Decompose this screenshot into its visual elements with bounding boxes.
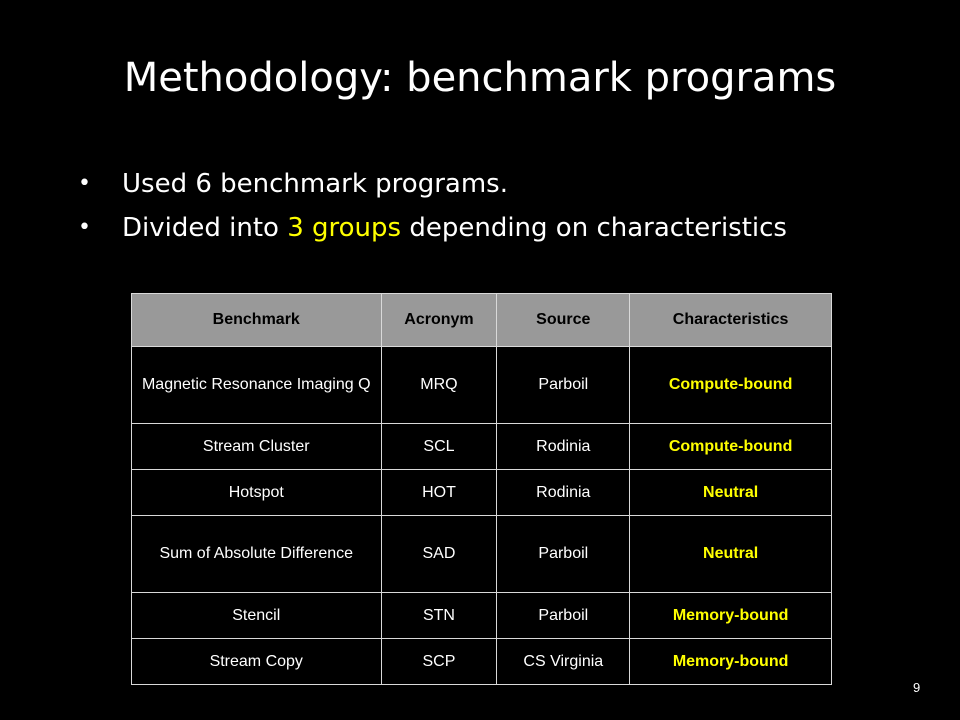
cell-acronym: SAD bbox=[381, 516, 497, 593]
cell-acronym: STN bbox=[381, 593, 497, 639]
benchmark-table bbox=[131, 293, 832, 685]
bullet-dot: • bbox=[78, 171, 91, 196]
cell-characteristics: Memory-bound bbox=[630, 593, 832, 639]
cell-source: Rodinia bbox=[497, 424, 630, 470]
bullet-text-pre: Divided into bbox=[122, 213, 288, 243]
cell-source: Rodinia bbox=[497, 470, 630, 516]
cell-benchmark: Stream Copy bbox=[132, 639, 382, 685]
cell-characteristics: Compute-bound bbox=[630, 424, 832, 470]
header-benchmark: Benchmark bbox=[132, 294, 382, 347]
cell-source: CS Virginia bbox=[497, 639, 630, 685]
cell-benchmark: Stream Cluster bbox=[132, 424, 382, 470]
bullet-item-1 bbox=[72, 162, 787, 206]
header-characteristics: Characteristics bbox=[630, 294, 832, 347]
table-row bbox=[132, 593, 832, 639]
bullet-dot: • bbox=[78, 215, 91, 240]
table-row bbox=[132, 424, 832, 470]
cell-source: Parboil bbox=[497, 593, 630, 639]
cell-benchmark: Magnetic Resonance Imaging Q bbox=[132, 347, 382, 424]
bullet-item-2 bbox=[72, 206, 787, 250]
table-header-row bbox=[132, 294, 832, 347]
cell-benchmark: Stencil bbox=[132, 593, 382, 639]
cell-acronym: SCL bbox=[381, 424, 497, 470]
cell-characteristics: Neutral bbox=[630, 516, 832, 593]
cell-benchmark: Sum of Absolute Difference bbox=[132, 516, 382, 593]
table-row bbox=[132, 516, 832, 593]
bullet-list bbox=[72, 162, 787, 250]
bullet-text-post: depending on characteristics bbox=[401, 213, 787, 243]
cell-acronym: SCP bbox=[381, 639, 497, 685]
bullet-highlight: 3 groups bbox=[287, 213, 402, 243]
cell-characteristics: Memory-bound bbox=[630, 639, 832, 685]
header-acronym: Acronym bbox=[381, 294, 497, 347]
header-source: Source bbox=[497, 294, 630, 347]
cell-characteristics: Compute-bound bbox=[630, 347, 832, 424]
cell-acronym: MRQ bbox=[381, 347, 497, 424]
table-row bbox=[132, 639, 832, 685]
slide-title: Methodology: benchmark programs bbox=[123, 55, 837, 101]
cell-benchmark: Hotspot bbox=[132, 470, 382, 516]
table-row bbox=[132, 347, 832, 424]
table-row bbox=[132, 470, 832, 516]
bullet-text: Used 6 benchmark programs. bbox=[122, 169, 508, 199]
cell-acronym: HOT bbox=[381, 470, 497, 516]
cell-source: Parboil bbox=[497, 516, 630, 593]
page-number: 9 bbox=[913, 680, 921, 695]
cell-source: Parboil bbox=[497, 347, 630, 424]
cell-characteristics: Neutral bbox=[630, 470, 832, 516]
